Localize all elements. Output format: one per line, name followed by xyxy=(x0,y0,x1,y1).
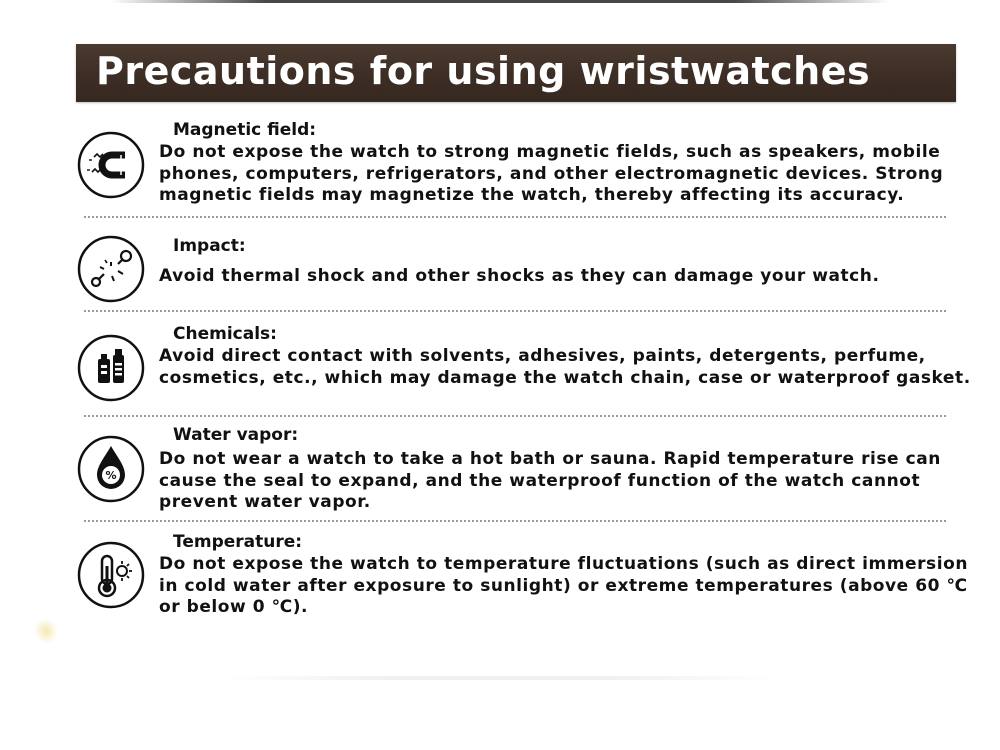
chemicals-icon xyxy=(76,333,146,403)
bottom-shadow xyxy=(220,676,780,680)
title-banner xyxy=(76,44,956,102)
water-drop-icon xyxy=(76,434,146,504)
impact-icon xyxy=(76,234,146,304)
divider xyxy=(84,520,946,522)
svg-text:%: % xyxy=(105,469,117,482)
divider xyxy=(84,216,946,218)
magnet-icon xyxy=(76,130,146,200)
section-text: Avoid direct contact with solvents, adhesives, paints, detergents, perfume, cosmetics, etc., which may damage the watch chain, case or waterproof gasket. xyxy=(159,346,971,388)
page-title: Precautions for using wristwatches xyxy=(96,49,871,93)
section-heading: Chemicals: xyxy=(173,324,277,344)
thermometer-icon xyxy=(76,540,146,610)
paper-smudge xyxy=(30,614,63,648)
section-heading: Impact: xyxy=(173,236,246,256)
divider xyxy=(84,415,946,417)
section-text: Do not wear a watch to take a hot bath or sauna. Rapid temperature rise can cause the seal to expand, and the waterproof function of the watch cannot prevent water vapor. xyxy=(159,449,941,512)
section-heading: Water vapor: xyxy=(173,425,299,445)
section-heading: Temperature: xyxy=(173,532,303,552)
section-text: Do not expose the watch to strong magnetic fields, such as speakers, mobile phones, computers, refrigerators, and other electromagnetic devices. Strong magnetic fields may magnetize the watch, thereby affecting its accuracy. xyxy=(159,142,944,205)
divider xyxy=(84,310,946,312)
top-edge-shadow xyxy=(110,0,890,3)
section-text: Do not expose the watch to temperature fluctuations (such as direct immersion in cold water after exposure to sunlight) or extreme temperatures (above 60 ℃ or below 0 ℃). xyxy=(159,554,968,617)
section-heading: Magnetic field: xyxy=(173,120,317,140)
section-text: Avoid thermal shock and other shocks as they can damage your watch. xyxy=(159,266,880,286)
